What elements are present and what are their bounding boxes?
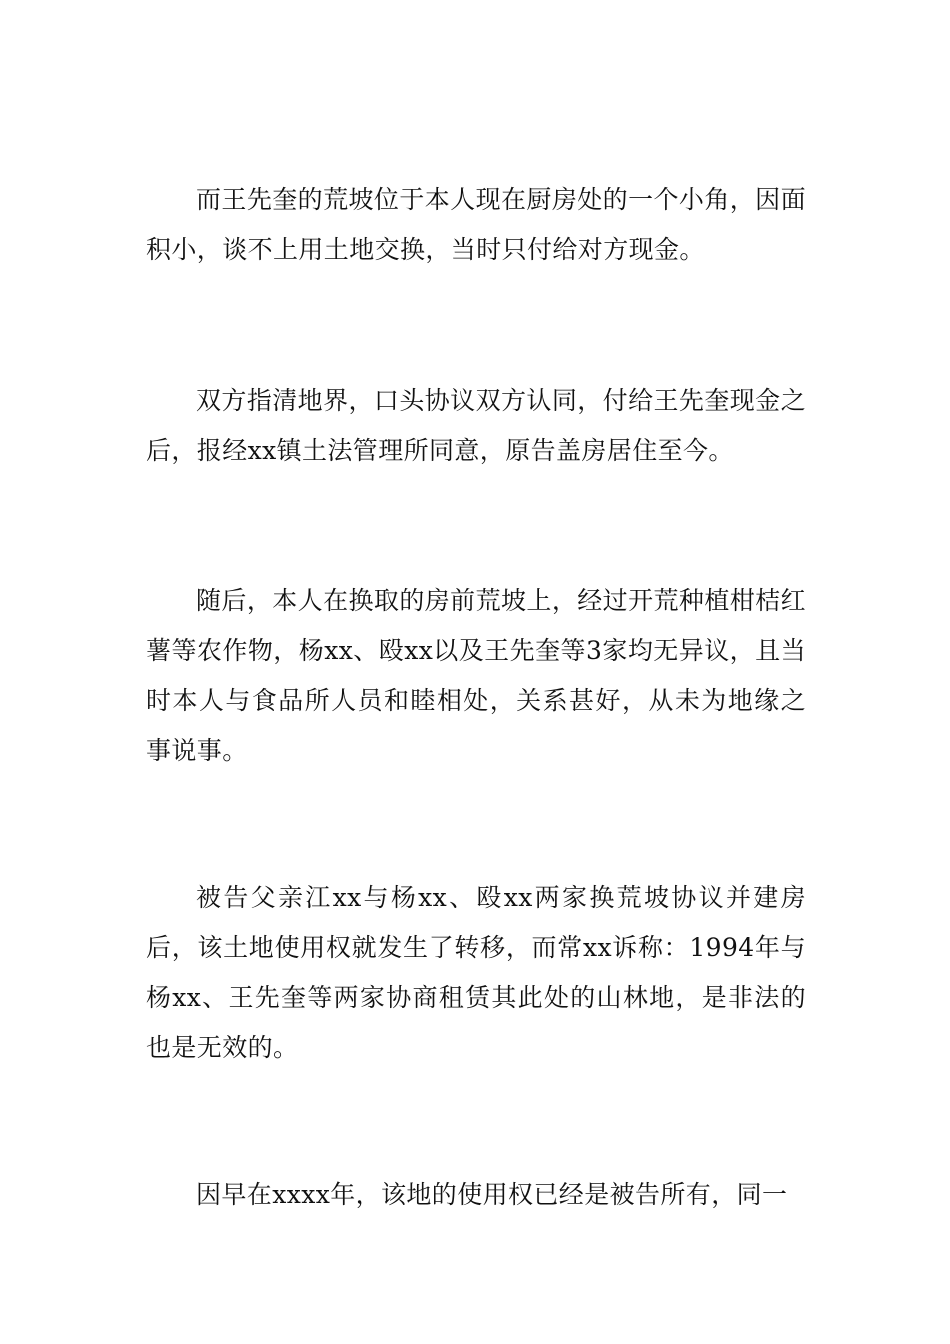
paragraph-2: 双方指清地界，口头协议双方认同，付给王先奎现金之后，报经xx镇土法管理所同意，原告盖房居住至今。 <box>146 386 806 465</box>
paragraph-4: 被告父亲江xx与杨xx、殴xx两家换荒坡协议并建房后，该土地使用权就发生了转移，而常xx诉称：1994年与杨xx、王先奎等两家协商租赁其此处的山林地，是非法的也是无效的。 <box>146 883 806 1062</box>
paragraph-3: 随后，本人在换取的房前荒坡上，经过开荒种植柑桔红薯等农作物，杨xx、殴xx以及王先奎等3家均无异议，且当时本人与食品所人员和睦相处，关系甚好，从未为地缘之事说事。 <box>146 586 806 765</box>
paragraph-5: 因早在xxxx年，该地的使用权已经是被告所有，同一 <box>196 1180 788 1209</box>
paragraph-1: 而王先奎的荒坡位于本人现在厨房处的一个小角，因面积小，谈不上用土地交换，当时只付给对方现金。 <box>146 185 806 264</box>
